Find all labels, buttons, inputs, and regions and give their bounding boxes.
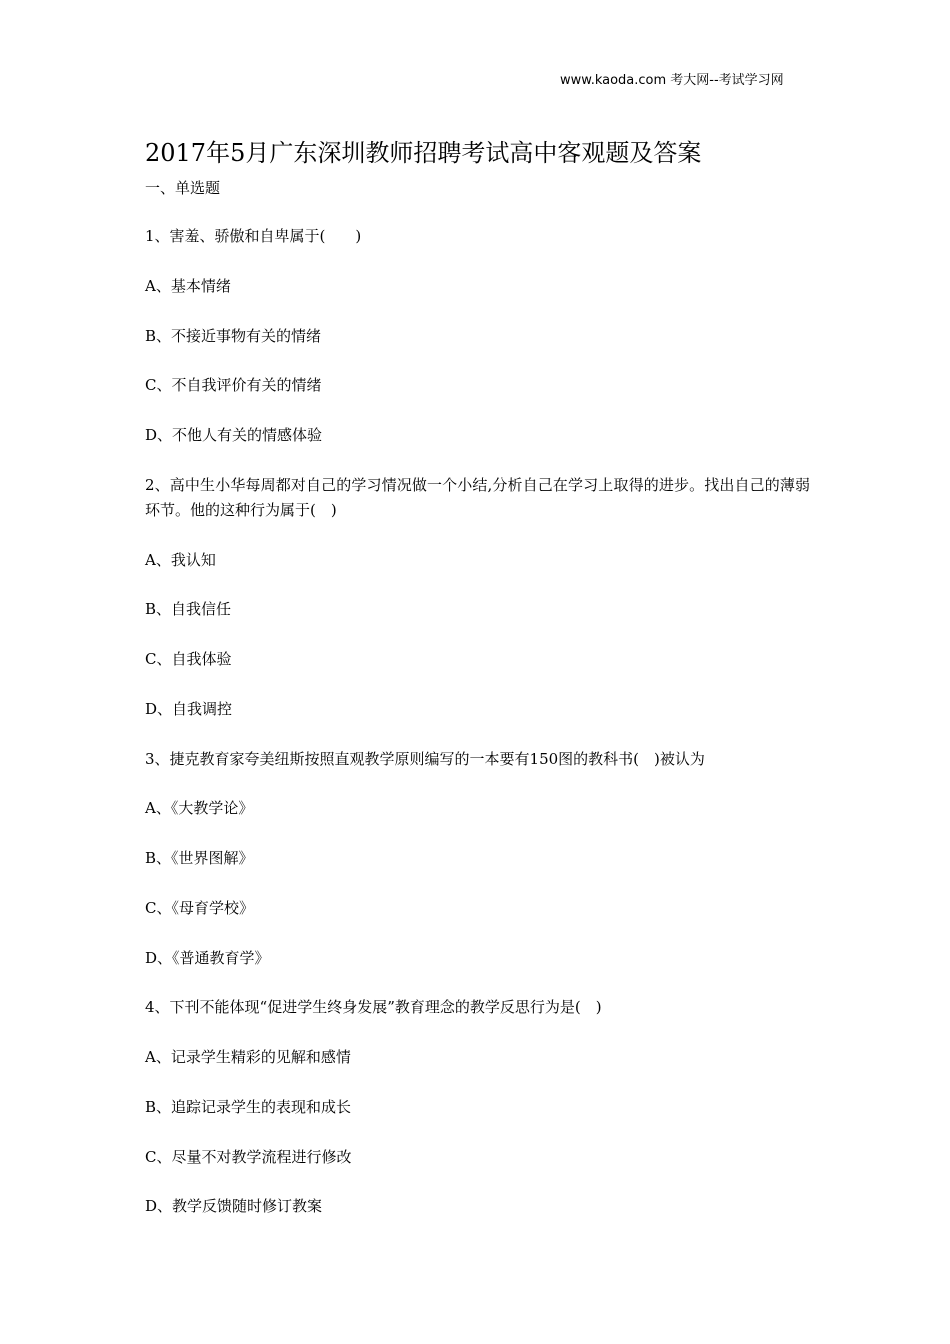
question-3-text: 3、捷克教育家夸美纽斯按照直观教学原则编写的一本要有150图的教科书( )被认为 <box>145 750 705 768</box>
question-2-option-a: A、我认知 <box>145 551 216 569</box>
question-1-option-a: A、基本情绪 <box>145 277 231 295</box>
question-4-text: 4、下刊不能体现“促进学生终身发展”教育理念的教学反思行为是( ) <box>145 998 602 1016</box>
question-3-option-c: C、《母育学校》 <box>145 899 254 917</box>
question-2-text: 2、高中生小华每周都对自己的学习情况做一个小结,分析自己在学习上取得的进步。找出自己的薄弱环节。他的这种行为属于( ) <box>145 476 810 519</box>
question-1-text: 1、害羞、骄傲和自卑属于( ) <box>145 227 362 245</box>
question-1-option-d: D、不他人有关的情感体验 <box>145 426 323 444</box>
question-3-option-b: B、《世界图解》 <box>145 849 254 867</box>
document-title: 2017年5月广东深圳教师招聘考试高中客观题及答案 <box>145 139 702 167</box>
question-3-option-d: D、《普通教育学》 <box>145 949 270 967</box>
question-3-option-a: A、《大教学论》 <box>145 799 254 817</box>
question-2-option-d: D、自我调控 <box>145 700 233 718</box>
question-2-option-c: C、自我体验 <box>145 650 232 668</box>
question-4-option-d: D、教学反馈随时修订教案 <box>145 1197 323 1215</box>
question-1-option-c: C、不自我评价有关的情绪 <box>145 376 322 394</box>
question-1-option-b: B、不接近事物有关的情绪 <box>145 327 322 345</box>
header-site-label: www.kaoda.com 考大网--考试学习网 <box>560 73 784 88</box>
question-4-option-b: B、追踪记录学生的表现和成长 <box>145 1098 352 1116</box>
question-2-option-b: B、自我信任 <box>145 600 232 618</box>
section-heading: 一、单选题 <box>145 179 221 197</box>
question-4-option-a: A、记录学生精彩的见解和感情 <box>145 1048 351 1066</box>
question-4-option-c: C、尽量不对教学流程进行修改 <box>145 1148 352 1166</box>
